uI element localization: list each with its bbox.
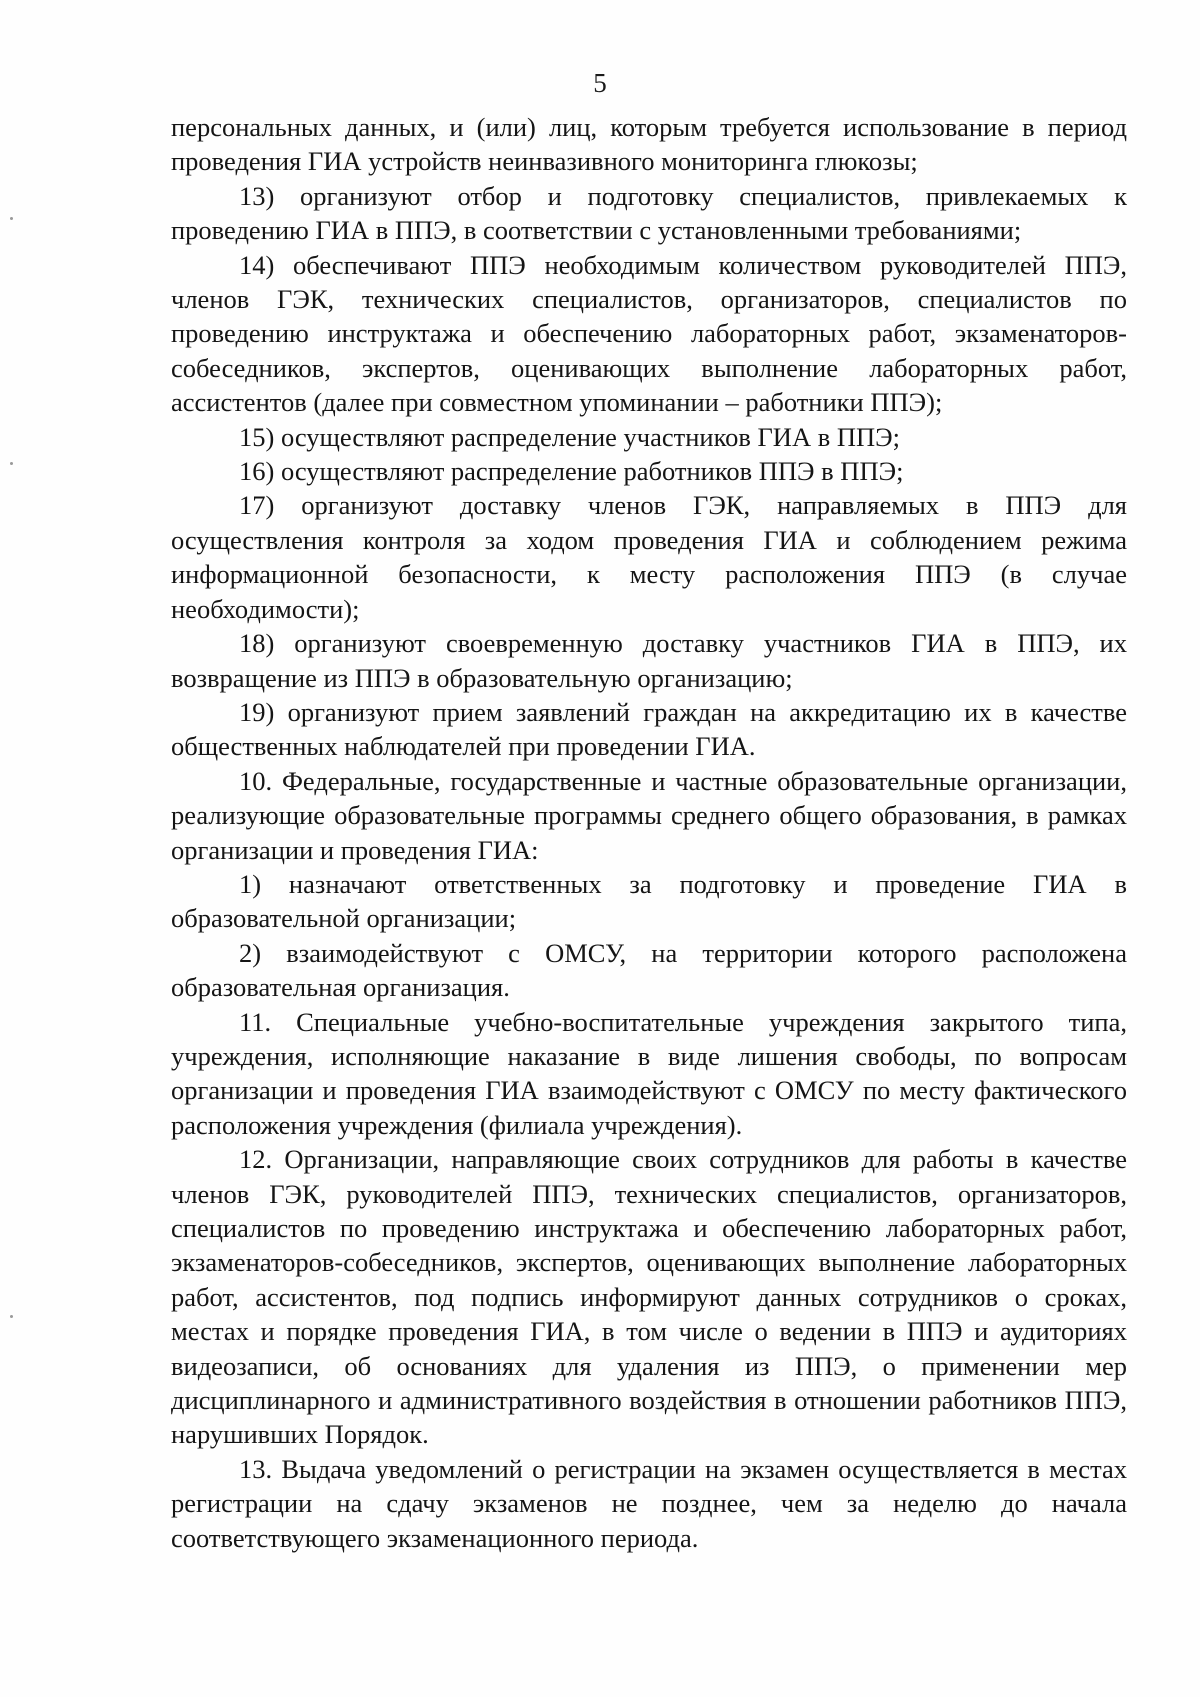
list-item-15: 15) осуществляют распределение участников ГИА в ППЭ; bbox=[239, 421, 900, 452]
list-item-16: 16) осуществляют распределение работников ППЭ в ППЭ; bbox=[239, 456, 904, 487]
list-item-14: 14) обеспечивают ППЭ необходимым количеством руководителей ППЭ, членов ГЭК, технических специалистов, организаторов, специалистов по проведению инструктажа и обеспечению лабораторных работ, экзаменаторов-собеседников, экспертов, оценивающих выполнение лабораторных работ, ассистентов (далее при совместном упоминании – работники ППЭ); bbox=[171, 249, 1127, 418]
section-10: 10. Федеральные, государственные и частные образовательные организации, реализующие образовательные программы среднего общего образования, в рамках организации и проведения ГИА: bbox=[171, 765, 1127, 865]
paragraph-continuation: персональных данных, и (или) лиц, которым требуется использование в период проведения ГИА устройств неинвазивного мониторинга глюкозы; bbox=[171, 112, 1127, 177]
scan-speck bbox=[10, 462, 13, 465]
scan-speck bbox=[10, 217, 13, 220]
document-body bbox=[171, 110, 1127, 1555]
section-11: 11. Специальные учебно-воспитательные учреждения закрытого типа, учреждения, исполняющие наказание в виде лишения свободы, по вопросам организации и проведения ГИА взаимодействуют с ОМСУ по месту фактического расположения учреждения (филиала учреждения). bbox=[171, 1006, 1127, 1140]
list-item-18: 18) организуют своевременную доставку участников ГИА в ППЭ, их возвращение из ППЭ в образовательную организацию; bbox=[171, 628, 1127, 693]
list-item-19: 19) организуют прием заявлений граждан на аккредитацию их в качестве общественных наблюдателей при проведении ГИА. bbox=[171, 696, 1127, 762]
section-10-item-2: 2) взаимодействуют с ОМСУ, на территории которого расположена образовательная организация. bbox=[171, 937, 1127, 1003]
section-12: 12. Организации, направляющие своих сотрудников для работы в качестве членов ГЭК, руководителей ППЭ, технических специалистов, организаторов, специалистов по проведению инструктажа и обеспечению лабораторных работ, экзаменаторов-собеседников, экспертов, оценивающих выполнение лабораторных работ, ассистентов, под подпись информируют данных сотрудников о сроках, местах и порядке проведения ГИА, в том числе о ведении в ППЭ и аудиториях видеозаписи, об основаниях для удаления из ППЭ, о применении мер дисциплинарного и административного воздействия в отношении работников ППЭ, нарушивших Порядок. bbox=[171, 1144, 1127, 1450]
page-number: 5 bbox=[593, 68, 607, 98]
scan-speck bbox=[10, 1315, 13, 1318]
list-item-13: 13) организуют отбор и подготовку специалистов, привлекаемых к проведению ГИА в ППЭ, в соответствии с установленными требованиями; bbox=[171, 180, 1127, 246]
section-13: 13. Выдача уведомлений о регистрации на экзамен осуществляется в местах регистрации на сдачу экзаменов не позднее, чем за неделю до начала соответствующего экзаменационного периода. bbox=[171, 1453, 1127, 1553]
list-item-17: 17) организуют доставку членов ГЭК, направляемых в ППЭ для осуществления контроля за ходом проведения ГИА и соблюдением режима информационной безопасности, к месту расположения ППЭ (в случае необходимости); bbox=[171, 490, 1127, 624]
section-10-item-1: 1) назначают ответственных за подготовку и проведение ГИА в образовательной организации; bbox=[171, 868, 1127, 934]
